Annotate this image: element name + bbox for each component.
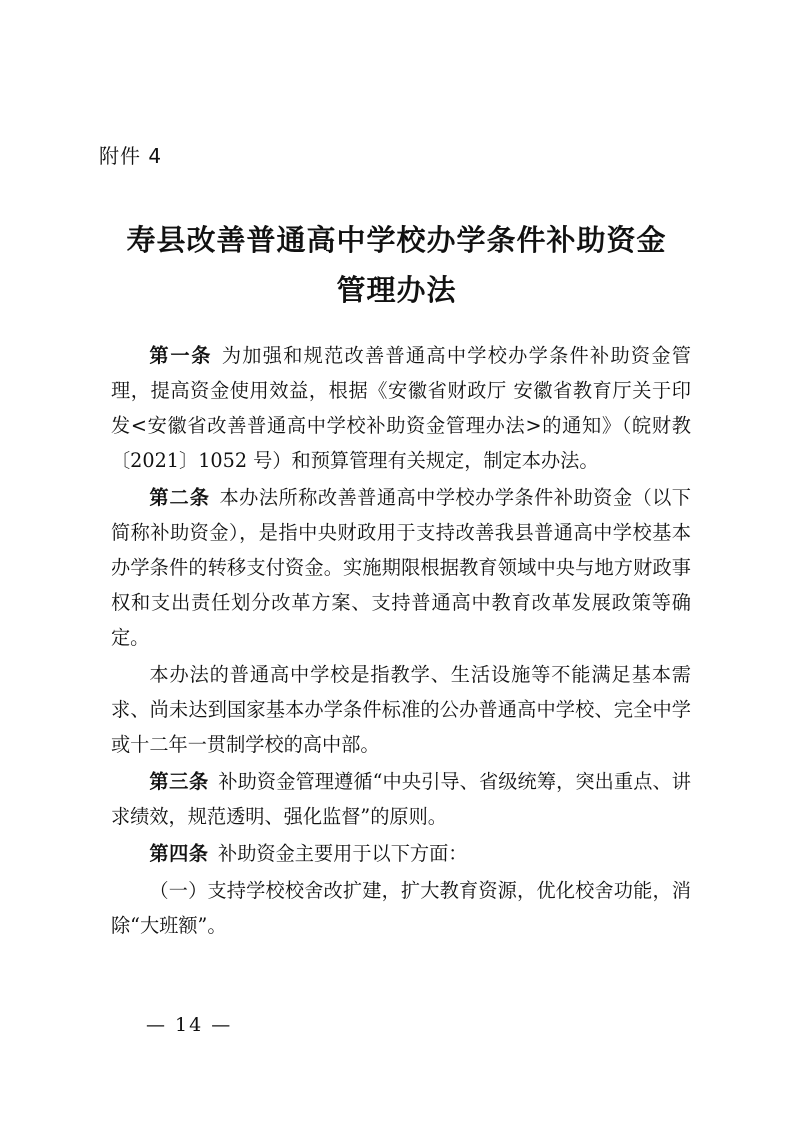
- document-title-line-1: 寿县改善普通高中学校办学条件补助资金: [126, 223, 667, 257]
- paragraph-article-1: [111, 338, 691, 478]
- paragraph-article-2: [111, 480, 691, 655]
- article-heading: 第四条: [149, 842, 209, 865]
- paragraph-text: 本办法所称改善普通高中学校办学条件补助资金（以下简称补助资金），是指中央财政用于支持改善我县普通高中学校基本办学条件的转移支付资金。实施期限根据教育领域中央与地方财政事权和支出责任划分改革方案、支持普通高中教育改革发展政策等确定。: [111, 486, 691, 649]
- attachment-label: 附件 4: [99, 144, 163, 168]
- paragraph-item-1: [111, 873, 691, 943]
- paragraph-text: 补助资金主要用于以下方面：: [218, 842, 468, 865]
- paragraph-scope: [111, 657, 691, 762]
- document-title-line-2: 管理办法: [336, 273, 457, 307]
- article-heading: 第一条: [149, 344, 213, 367]
- paragraph-text: 补助资金管理遵循“中央引导、省级统筹，突出重点、讲求绩效，规范透明、强化监督”的原则。: [111, 770, 691, 828]
- paragraph-text: （一）支持学校校舍改扩建，扩大教育资源，优化校舍功能，消除“大班额”。: [111, 879, 691, 937]
- paragraph-article-3: [111, 764, 691, 834]
- paragraph-text: 为加强和规范改善普通高中学校办学条件补助资金管理，提高资金使用效益，根据《安徽省财政厅 安徽省教育厅关于印发<安徽省改善普通高中学校补助资金管理办法>的通知》（皖财教〔2021〕1052 号）和预算管理有关规定，制定本办法。: [111, 344, 691, 472]
- page-number: — 14 —: [146, 1014, 233, 1036]
- paragraph-text: 本办法的普通高中学校是指教学、生活设施等不能满足基本需求、尚未达到国家基本办学条件标准的公办普通高中学校、完全中学或十二年一贯制学校的高中部。: [111, 663, 691, 756]
- document-body: [111, 338, 691, 943]
- paragraph-article-4: [111, 836, 691, 871]
- article-heading: 第二条: [149, 486, 210, 509]
- article-heading: 第三条: [149, 770, 209, 793]
